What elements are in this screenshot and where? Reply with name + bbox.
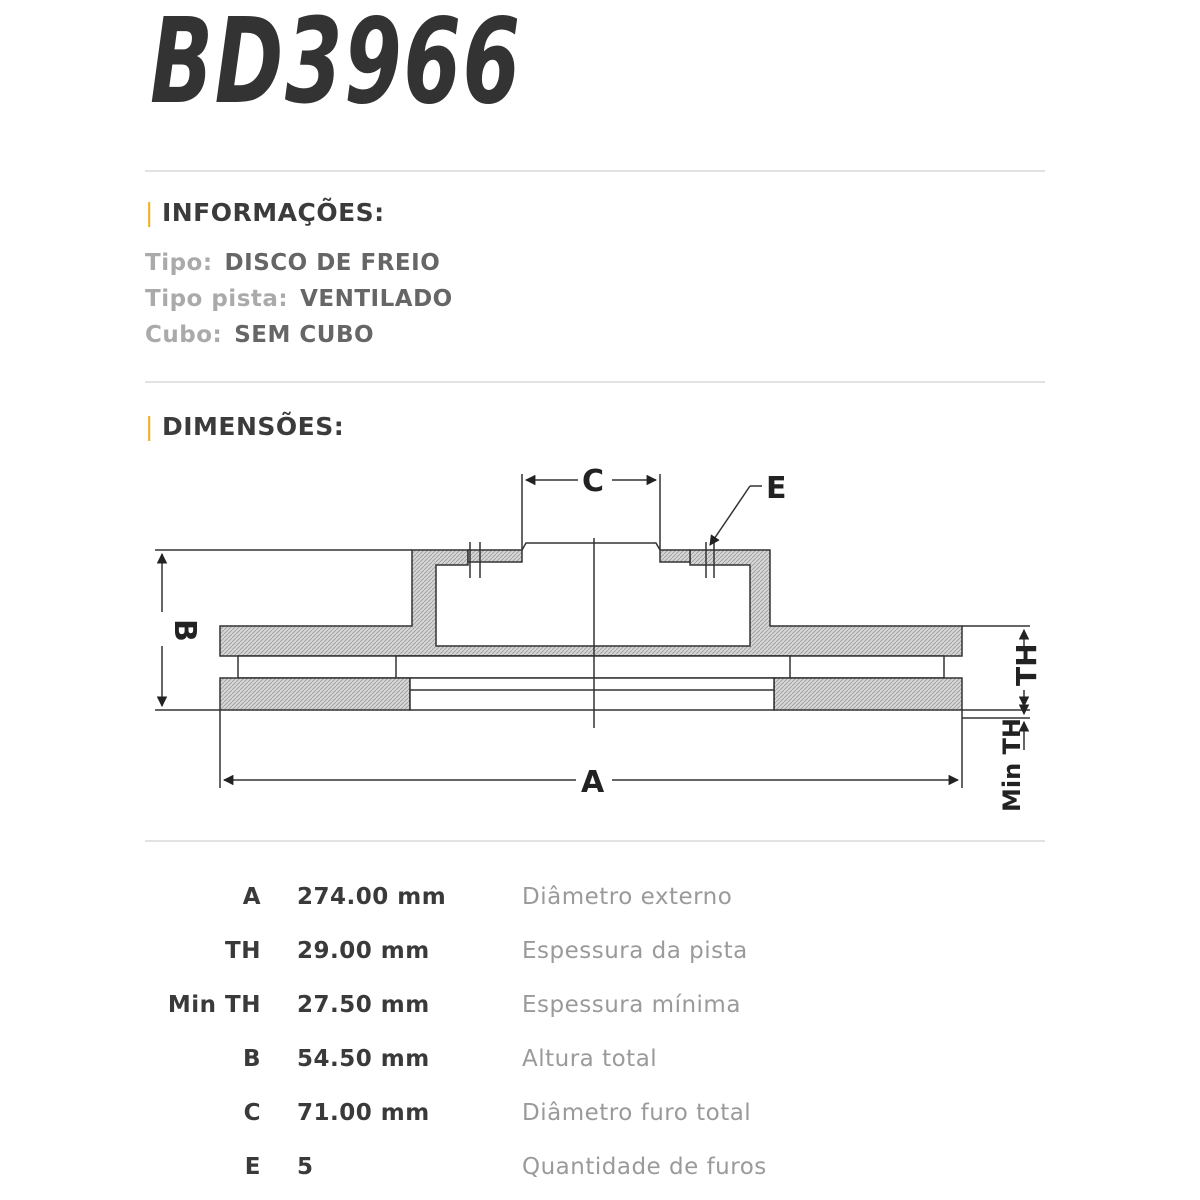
spec-row: E 5 Quantidade de furos <box>244 1154 767 1180</box>
product-code-title: BD3966 <box>150 0 522 130</box>
label-b: B <box>167 619 202 642</box>
spec-row: B 54.50 mm Altura total <box>242 1046 658 1072</box>
label-e: E <box>766 471 787 506</box>
spec-row: Min TH 27.50 mm Espessura mínima <box>167 992 741 1018</box>
divider <box>145 170 1045 172</box>
label-th: TH <box>1010 643 1043 686</box>
info-row-tipo: Tipo: DISCO DE FREIO <box>145 250 441 276</box>
hub-ring-section <box>468 550 690 562</box>
disc-hat-section <box>220 550 962 656</box>
info-heading: | INFORMAÇÕES: <box>145 198 385 227</box>
spec-row: C 71.00 mm Diâmetro furo total <box>243 1100 752 1126</box>
divider <box>145 840 1045 842</box>
brake-disc-diagram <box>0 450 1200 850</box>
dimensions-heading: | DIMENSÕES: <box>145 412 345 441</box>
divider <box>145 381 1045 383</box>
heading-accent-bar: | <box>145 412 154 441</box>
spec-row: TH 29.00 mm Espessura da pista <box>225 938 748 964</box>
label-min-th: Min TH <box>998 717 1026 812</box>
label-a: A <box>581 765 605 800</box>
spec-row: A 274.00 mm Diâmetro externo <box>242 884 733 910</box>
info-row-tipo-pista: Tipo pista: VENTILADO <box>145 286 453 312</box>
label-c: C <box>582 464 605 499</box>
heading-accent-bar: | <box>145 198 154 227</box>
info-row-cubo: Cubo: SEM CUBO <box>145 322 375 348</box>
